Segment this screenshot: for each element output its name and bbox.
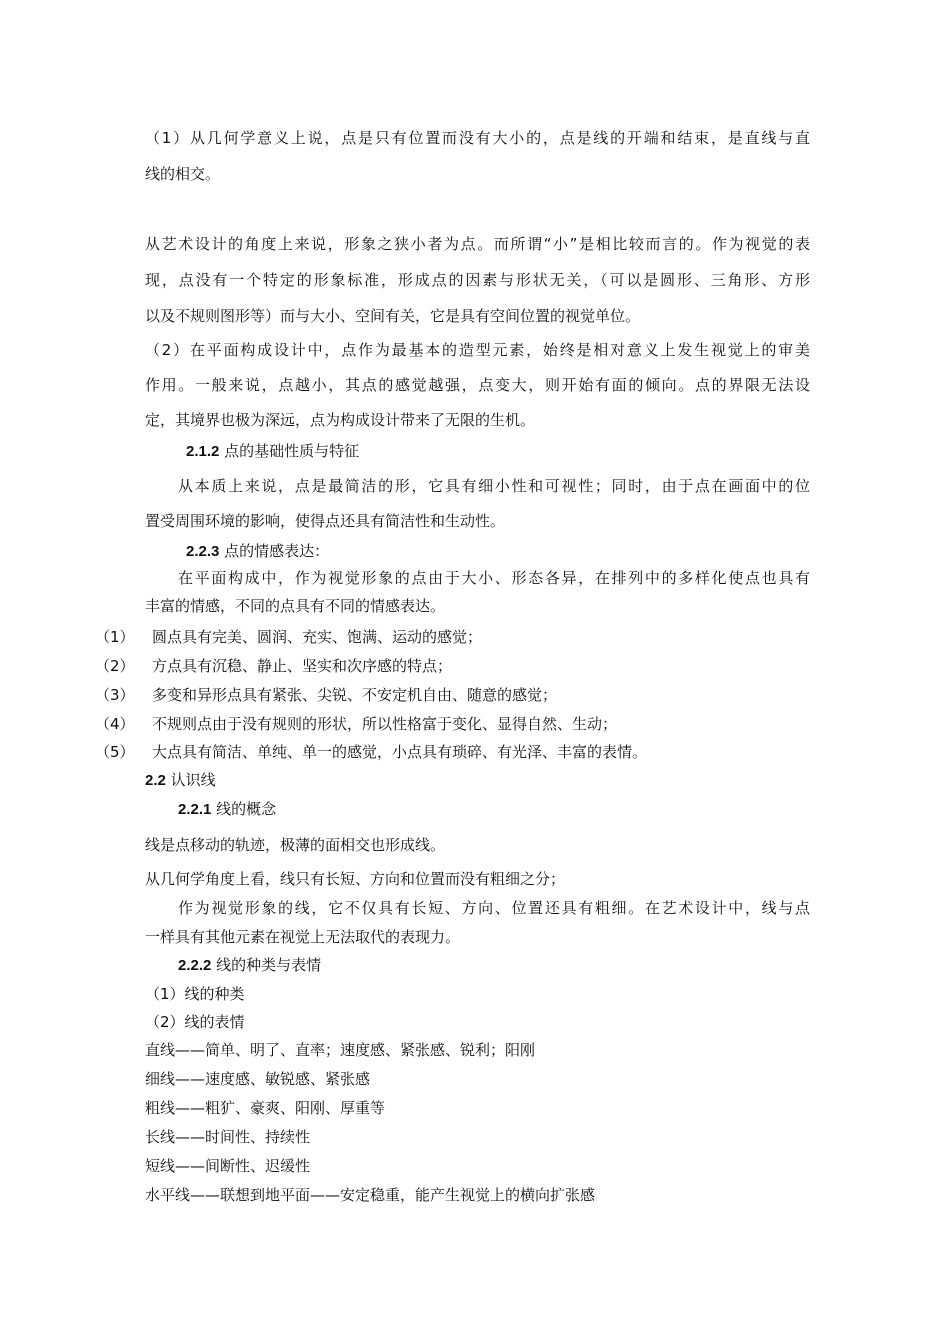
section-heading-2-2 <box>145 770 810 791</box>
list-item: 短线——间断性、迟缓性 <box>145 1157 311 1175</box>
section-heading-2-1-2 <box>186 441 851 462</box>
section-number: 2.2.3 <box>186 543 220 560</box>
section-title: 认识线 <box>170 771 216 789</box>
list-item-text: 不规则点由于没有规则的形状，所以性格富于变化、显得自然、生动； <box>152 715 618 733</box>
list-item: 粗线——粗犷、豪爽、阳刚、厚重等 <box>145 1099 386 1117</box>
section-heading-2-2-3 <box>186 541 851 562</box>
list-item: 长线——时间性、持续性 <box>145 1128 311 1146</box>
paragraph-line: 作为视觉形象的线，它不仅具有长短、方向、位置还具有粗细。在艺术设计中，线与点 <box>178 899 810 917</box>
list-item-number: （5） <box>95 743 135 761</box>
paragraph-line: （1）从几何学意义上说，点是只有位置而没有大小的，点是线的开端和结束，是直线与直 <box>145 129 810 147</box>
paragraph-line: 从艺术设计的角度上来说，形象之狭小者为点。而所谓“小”是相比较而言的。作为视觉的表 <box>145 235 810 253</box>
list-item-text: 方点具有沉稳、静止、坚实和次序感的特点； <box>152 657 453 675</box>
section-heading-2-2-2 <box>178 955 843 976</box>
list-item: （1）线的种类 <box>145 985 245 1003</box>
section-number: 2.2 <box>145 772 166 789</box>
paragraph-line: 线是点移动的轨迹，极薄的面相交也形成线。 <box>145 836 446 854</box>
list-item: 细线——速度感、敏锐感、紧张感 <box>145 1070 371 1088</box>
paragraph-line: 现，点没有一个特定的形象标准，形成点的因素与形状无关，（可以是圆形、三角形、方形 <box>145 271 810 289</box>
list-item: （2）线的表情 <box>145 1013 245 1031</box>
list-item-number: （4） <box>95 715 135 733</box>
paragraph-line: 以及不规则图形等）而与大小、空间有关，它是具有空间位置的视觉单位。 <box>145 307 641 325</box>
paragraph-line: 丰富的情感，不同的点具有不同的情感表达。 <box>145 597 446 615</box>
list-item-number: （2） <box>95 657 135 675</box>
paragraph-line: 在平面构成中，作为视觉形象的点由于大小、形态各异，在排列中的多样化使点也具有 <box>178 569 810 587</box>
paragraph-line: 一样具有其他元素在视觉上无法取代的表现力。 <box>145 928 461 946</box>
section-number: 2.2.2 <box>178 957 212 974</box>
paragraph-line: 定，其境界也极为深远，点为构成设计带来了无限的生机。 <box>145 411 536 429</box>
paragraph-line: （2）在平面构成设计中，点作为最基本的造型元素，始终是相对意义上发生视觉上的审美 <box>145 341 810 359</box>
paragraph-line: 线的相交。 <box>145 165 221 183</box>
list-item: 直线——简单、明了、直率；速度感、紧张感、锐利；阳刚 <box>145 1041 536 1059</box>
section-number: 2.2.1 <box>178 801 212 818</box>
list-item-number: （3） <box>95 686 135 704</box>
section-number: 2.1.2 <box>186 443 220 460</box>
paragraph-line: 从本质上来说，点是最简洁的形，它具有细小性和可视性；同时，由于点在画面中的位 <box>178 477 810 495</box>
list-item-text: 圆点具有完美、圆润、充实、饱满、运动的感觉； <box>152 628 483 646</box>
section-title: 线的种类与表情 <box>216 956 322 974</box>
list-item-number: （1） <box>95 628 135 646</box>
list-item: 水平线——联想到地平面——安定稳重，能产生视觉上的横向扩张感 <box>145 1186 596 1204</box>
paragraph-line: 从几何学角度上看，线只有长短、方向和位置而没有粗细之分； <box>145 870 566 888</box>
section-title: 点的基础性质与特征 <box>224 442 360 460</box>
section-heading-2-2-1 <box>178 799 843 820</box>
section-title: 线的概念 <box>216 800 277 818</box>
paragraph-line: 作用。一般来说，点越小，其点的感觉越强，点变大，则开始有面的倾向。点的界限无法设 <box>145 376 810 394</box>
list-item-text: 大点具有简洁、单纯、单一的感觉，小点具有琐碎、有光泽、丰富的表情。 <box>152 743 648 761</box>
section-title: 点的情感表达： <box>224 542 330 560</box>
paragraph-line: 置受周围环境的影响，使得点还具有简洁性和生动性。 <box>145 512 506 530</box>
list-item-text: 多变和异形点具有紧张、尖锐、不安定机自由、随意的感觉； <box>152 686 558 704</box>
